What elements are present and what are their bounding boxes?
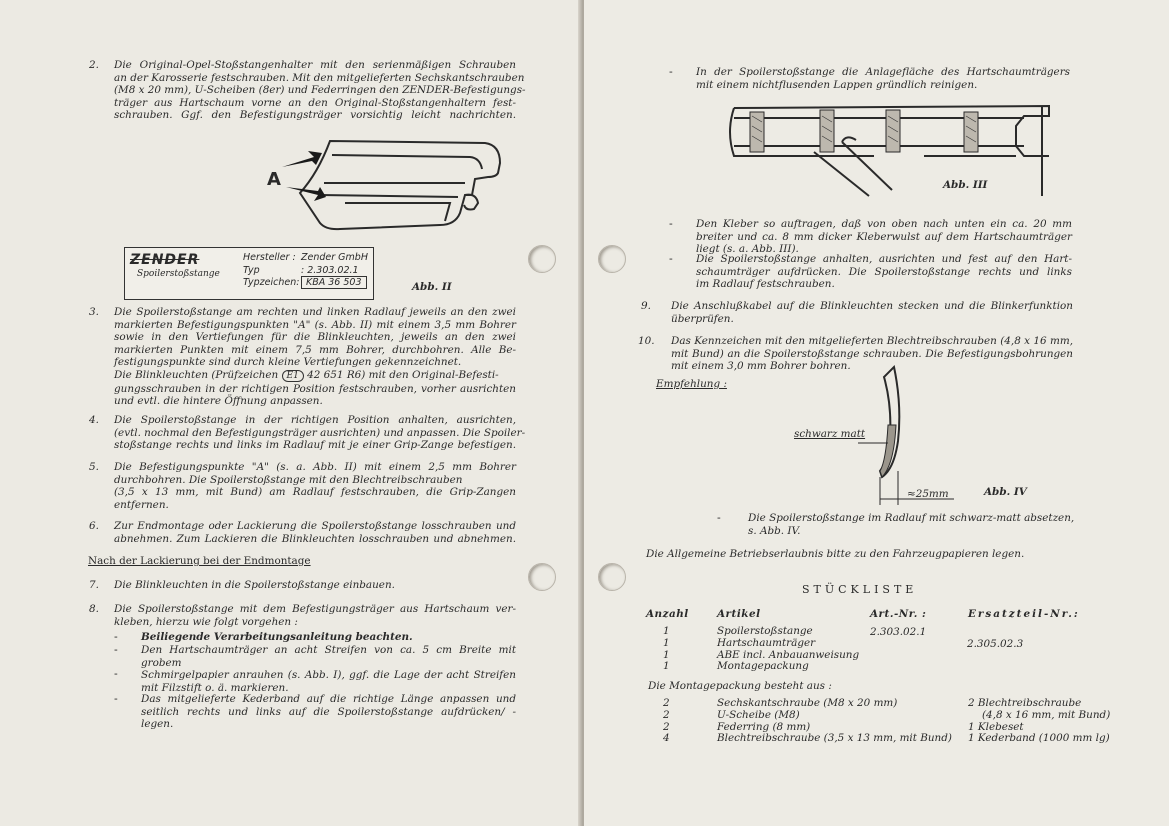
left-page [0,0,582,826]
bullet-text [696,218,1072,256]
text-line: Das mitgelieferte Kederband auf die richtige Länge anpassen und [141,693,516,705]
text-line: Die Original-Opel-Stoßstangenhalter mit den serienmäßigen Schrauben [114,59,516,71]
item-7-text: Die Blinkleuchten in die Spoilerstoßstange einbauen. [114,579,395,591]
text-line: sowie in den Vertiefungen für die Blinkleuchten, jeweils an den zwei [114,331,516,344]
item-number-8: 8. [89,603,99,615]
bullet-dash: - [717,511,721,524]
item-8-text [114,603,516,628]
col-header-qty: Anzahl [646,608,689,620]
approval-mark: E1 [282,370,304,382]
punch-hole [528,563,556,591]
zender-logo: ZENDER [130,252,200,268]
text-line: entfernen. [114,498,169,511]
text-line: im Radlauf festschrauben. [696,278,835,291]
table-cell: Blechtreibschraube (3,5 x 13 mm, mit Bund) [717,732,952,745]
text-line: Den Hartschaumträger an acht Streifen von ca. 5 cm Breite mit [141,644,516,656]
table-cell: 1 [663,636,670,649]
label-subtitle: Spoilerstoßstange [137,269,220,279]
label-value: KBA 36 503 [301,276,367,289]
text-line: stoßstange rechts und links im Radlauf mit je einer Grip-Zange befestigen. [114,439,516,452]
text-line: Die Spoilerstoßstange im Radlauf mit schwarz-matt absetzen, [748,512,1075,524]
item-9-text [671,300,1073,325]
col-header-article: Artikel [717,608,761,620]
table-cell: 1 [663,660,670,673]
col-header-art-nr: Art.-Nr. : [870,608,927,620]
bullet-text [141,644,516,669]
table-cell: 1 [663,625,670,637]
black-matt-label: schwarz matt [794,428,866,440]
text-line: In der Spoilerstoßstange die Anlagefläche des Hartschaumträgers [696,66,1070,78]
bullet-dash: - [114,692,118,705]
label-value: Zender GmbH [301,252,368,263]
text-line: Beiliegende Verarbeitungsanleitung beachten. [141,631,413,643]
item-2-text [114,59,526,122]
table-column-qty [663,626,670,673]
text-line: überprüfen. [671,312,734,325]
text-line: durchbohren. Die Spoilerstoßstange mit den Blechtreibschrauben [114,473,463,486]
bullet-text [696,66,1070,91]
table-cell-art-nr: 2.303.02.1 [870,626,927,638]
item-number-2: 2. [89,59,99,71]
item-number-10: 10. [638,335,655,347]
table-cell: Spoilerstoßstange [717,625,813,637]
text-line: an der Karosserie festschrauben. Mit den mitgelieferten Sechskantschrauben [114,71,525,84]
table-cell: 1 Kederband (1000 mm lg) [968,732,1110,745]
foam-carrier-figure-3 [724,96,1064,201]
bullet-text [696,253,1072,291]
table-cell: 2 [663,708,670,721]
table-cell: 2 Blechtreibschraube [968,697,1082,709]
pack-note: Die Montagepackung besteht aus : [648,680,832,692]
bullet-dash: - [669,217,673,230]
section-heading: Nach der Lackierung bei der Endmontage [88,555,311,567]
text-line: mit Filzstift o. ä. markieren. [141,681,289,694]
text-segment: Die Blinkleuchten (Prüfzeichen [114,368,279,381]
item-number-6: 6. [89,520,99,532]
text-line: Die Spoilerstoßstange mit dem Befestigungsträger aus Hartschaum ver- [114,603,516,615]
figure-caption: Abb. II [412,281,452,293]
table-cell: (4,8 x 16 mm, mit Bund) [982,708,1111,721]
text-line: Die Anschlußkabel auf die Blinkleuchten stecken und die Blinkerfunktion [671,300,1073,312]
table-cell: Hartschaumträger [717,636,816,649]
type-label [124,247,374,300]
text-segment: 42 651 R6) mit den Original-Befesti- [307,368,499,381]
table-cell-spare: 2.305.02.3 [967,638,1024,650]
text-line: kleben, hierzu wie folgt vorgehen : [114,615,298,628]
table-cell: 1 [663,648,670,661]
text-line: (evtl. nochmal den Befestigungsträger ausrichten) und anpassen. Die Spoiler- [114,426,526,439]
table-cell: U-Scheibe (M8) [717,708,800,721]
text-line: Die Befestigungspunkte "A" (s. a. Abb. II) mit einem 2,5 mm Bohrer [114,461,516,473]
figure-letter-a: A [267,169,281,190]
label-fields [243,252,368,290]
text-line: markierten Punkten mit einem 7,5 mm Bohrer, durchbohren. Alle Be- [114,343,516,356]
table-cell: Sechskantschraube (M8 x 20 mm) [717,697,898,709]
bullet-dash: - [669,65,673,78]
table-cell: Federring (8 mm) [717,720,811,733]
text-line: grobem [141,656,182,669]
punch-hole [598,563,626,591]
text-line: Zur Endmontage oder Lackierung die Spoilerstoßstange losschrauben und [114,520,516,532]
pack-column-spare [968,698,1110,745]
bullet-dash: - [114,630,118,643]
text-line: Schmirgelpapier anrauhen (s. Abb. I), ggf. die Lage der acht Streifen [141,669,516,681]
item-4-text [114,414,526,452]
figure-caption: Abb. IV [984,486,1027,498]
text-line: schrauben. Ggf. den Befestigungsträger vorsichtig leicht nachrichten. [114,109,516,122]
bullet-text [141,631,413,644]
text-line: mit einem 3,0 mm Bohrer bohren. [671,360,851,373]
text-line: Den Kleber so auftragen, daß von oben nach unten ein ca. 20 mm [696,218,1072,230]
item-5-text [114,461,516,511]
text-line: s. Abb. IV. [748,524,801,537]
abe-note: Die Allgemeine Betriebserlaubnis bitte zu den Fahrzeugpapieren legen. [646,548,1025,560]
bullet-text [141,669,516,694]
bullet-dash: - [669,252,673,265]
text-line: breiter und ca. 8 mm dicker Kleberwulst auf dem Hartschaumträger [696,230,1072,243]
col-header-spare: Ersatzteil-Nr.: [968,608,1080,620]
label-key: Hersteller : [243,252,296,263]
text-line [114,369,516,383]
table-column-article [717,626,859,673]
bullet-text [748,512,1074,537]
text-line: seitlich rechts und links auf die Spoilerstoßstange aufdrücken/ - [141,705,516,718]
bullet-dash: - [114,643,118,656]
table-cell: Montagepackung [717,660,809,673]
text-line: schaumträger aufdrücken. Die Spoilerstoßstange rechts und links [696,265,1072,278]
text-line: legen. [141,718,174,731]
item-number-9: 9. [641,300,651,312]
table-cell: 4 [663,732,670,745]
parts-list-title: STÜCKLISTE [802,583,918,596]
bumper-figure-2 [260,133,510,238]
dimension-label: ≈25mm [907,488,949,500]
text-line: abnehmen. Zum Lackieren die Blinkleuchten losschrauben und abnehmen. [114,532,516,545]
text-line: (M8 x 20 mm), U-Scheiben (8er) und Federringen den ZENDER-Befestigungs- [114,84,526,97]
punch-hole [528,245,556,273]
text-line: liegt (s. a. Abb. III). [696,243,799,256]
text-line: und evtl. die hintere Öffnung anpassen. [114,395,323,408]
item-6-text [114,520,516,545]
text-line: festigungspunkte sind durch kleine Vertiefungen gekennzeichnet. [114,356,462,369]
text-line: Die Spoilerstoßstange anhalten, ausrichten und fest auf den Hart- [696,253,1072,265]
text-line: Die Spoilerstoßstange in der richtigen Position anhalten, ausrichten, [114,414,516,426]
text-line: träger aus Hartschaum vorne an den Original-Stoßstangenhaltern fest- [114,96,516,109]
table-cell: 2 [663,697,670,709]
bullet-dash: - [114,667,118,680]
item-number-5: 5. [89,461,99,473]
bullet-text [141,693,516,731]
pack-column-qty [663,698,670,745]
item-number-4: 4. [89,414,99,426]
text-line: (3,5 x 13 mm, mit Bund) am Radlauf festschrauben, die Grip-Zangen [114,486,516,499]
item-3-text [114,306,516,408]
figure-caption: Abb. III [943,179,988,191]
item-number-3: 3. [89,306,99,318]
text-line: Die Spoilerstoßstange am rechten und linken Radlauf jeweils an den zwei [114,306,516,318]
recommendation-heading: Empfehlung : [656,378,727,390]
text-line: Das Kennzeichen mit den mitgelieferten Blechtreibschrauben (4,8 x 16 mm, [671,335,1073,347]
table-cell: 2 [663,720,670,733]
table-cell: ABE incl. Anbauanweisung [717,648,860,661]
text-line: mit Bund) an die Spoilerstoßstange schrauben. Die Befestigungsbohrungen [671,347,1073,360]
label-key: Typ [243,264,260,276]
right-page [584,0,1169,826]
label-value: : 2.303.02.1 [301,264,359,276]
pack-column-article [717,698,952,745]
table-cell: 1 Klebeset [968,720,1024,733]
punch-hole [598,245,626,273]
item-number-7: 7. [89,579,99,591]
text-line: markierten Befestigungspunkten "A" (s. Abb. II) mit einem 3,5 mm Bohrer [114,318,516,331]
text-line: gungsschrauben in der richtigen Position festschrauben, vorher ausrichten [114,382,516,395]
text-line: mit einem nichtflusenden Lappen gründlich reinigen. [696,78,978,91]
label-key: Typzeichen: [243,277,300,288]
